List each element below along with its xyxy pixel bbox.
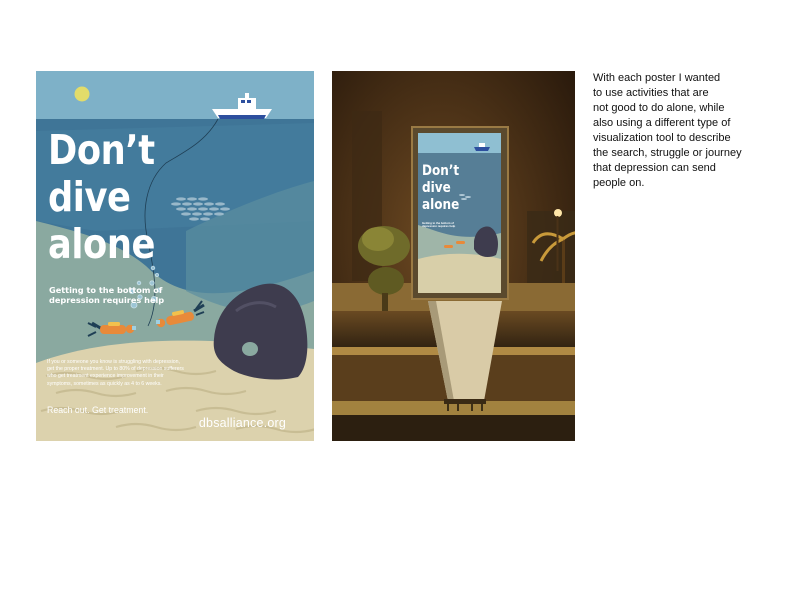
street-display-photo (332, 71, 575, 441)
poster-call-to-action: Reach out. Get treatment. (47, 405, 149, 415)
poster-headline (48, 127, 155, 268)
headline-line-1: Don’t (48, 126, 155, 174)
kiosk-headline-line-1: Don’t (422, 163, 460, 179)
kiosk-poster-subhead: Getting to the bottom of depression requires help (422, 221, 456, 229)
kiosk-poster-headline (422, 163, 459, 214)
poster-subhead: Getting to the bottom of depression requires help (49, 285, 165, 305)
street-lamp-pole (557, 216, 559, 271)
project-description: With each poster I wanted to use activities that are not good to do alone, while also using a different type of visualization tool to describe the search, struggle or journey that depression can send people on. (593, 72, 742, 189)
dont-dive-alone-poster (36, 71, 314, 441)
headline-line-2: dive (48, 173, 131, 221)
foreground-road (332, 415, 575, 441)
poster-body-copy: If you or someone you know is struggling with depression, get the proper treatment. Up to 80% of depression sufferers who get treatment experience improvement in their symptoms, sometimes as quickly as 4 to 6 weeks. (47, 359, 184, 387)
headline-line-3: alone (48, 220, 155, 268)
poster-url: dbsalliance.org (198, 416, 286, 430)
sun-icon (75, 87, 90, 102)
kiosk-headline-line-3: alone (422, 197, 460, 213)
kiosk-poster (418, 133, 501, 293)
building-silhouette-right (527, 211, 575, 291)
kiosk-headline-line-2: dive (422, 180, 451, 196)
street-lamp-icon (554, 209, 562, 217)
